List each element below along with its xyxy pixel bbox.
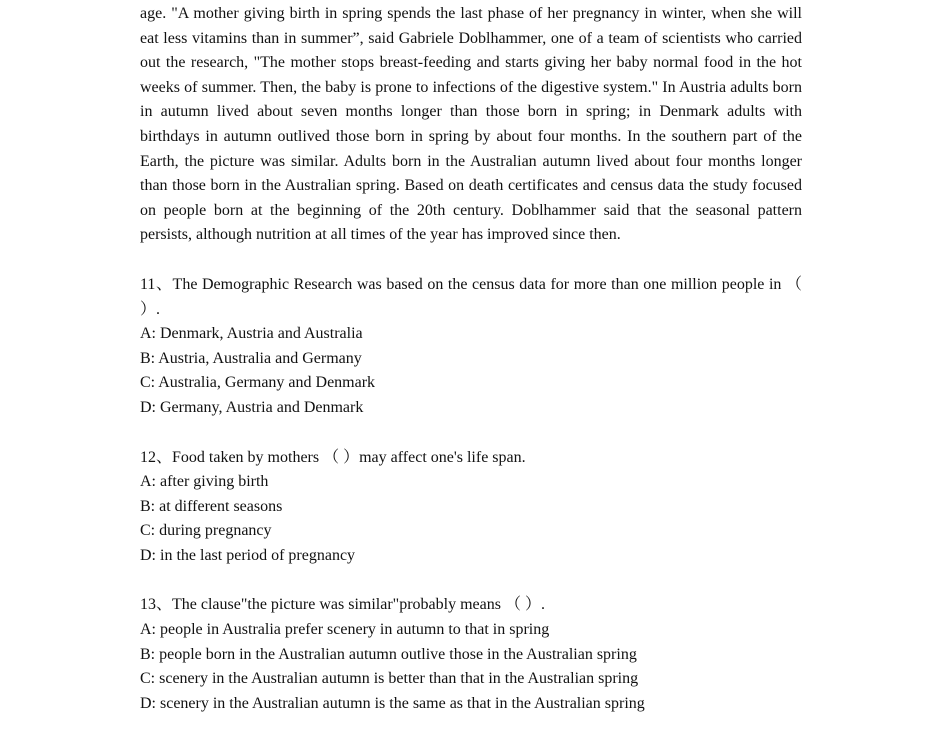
option-b: B: Austria, Australia and Germany: [140, 349, 362, 367]
question-stem: 13、The clause"the picture was similar"probably means （ ）.: [140, 596, 545, 614]
document-page: [140, 2, 802, 716]
option-a: A: Denmark, Austria and Australia: [140, 325, 363, 343]
option-d: D: Germany, Austria and Denmark: [140, 398, 364, 416]
option-c: C: during pregnancy: [140, 522, 272, 540]
option-d: D: in the last period of pregnancy: [140, 546, 356, 564]
question-13: [140, 593, 802, 716]
option-c: C: Australia, Germany and Denmark: [140, 374, 376, 392]
option-b: B: people born in the Australian autumn outlive those in the Australian spring: [140, 645, 637, 663]
question-stem: 11、The Demographic Research was based on the census data for more than one million people in （ ）.: [140, 275, 802, 318]
option-c: C: scenery in the Australian autumn is better than that in the Australian spring: [140, 670, 639, 688]
reading-passage: age. "A mother giving birth in spring spends the last phase of her pregnancy in winter, when she will eat less vitamins than in summer”, said Gabriele Doblhammer, one of a team of scientists who carried out the research, "The mother stops breast-feeding and starts giving her baby normal food in the hot weeks of summer. Then, the baby is prone to infections of the digestive system." In Austria adults born in autumn lived about seven months longer than those born in spring; in Denmark adults with birthdays in autumn outlived those born in spring by about four months. In the southern part of the Earth, the picture was similar. Adults born in the Australian autumn lived about four months longer than those born in the Australian spring. Based on death certificates and census data the study focused on people born at the beginning of the 20th century. Doblhammer said that the seasonal pattern persists, although nutrition at all times of the year has improved since then.: [140, 5, 802, 244]
question-stem: 12、Food taken by mothers （ ）may affect one's life span.: [140, 448, 526, 466]
option-b: B: at different seasons: [140, 497, 283, 515]
question-11: [140, 273, 802, 421]
question-12: [140, 446, 802, 569]
option-a: A: after giving birth: [140, 473, 269, 491]
option-a: A: people in Australia prefer scenery in autumn to that in spring: [140, 621, 550, 639]
option-d: D: scenery in the Australian autumn is the same as that in the Australian spring: [140, 694, 645, 712]
